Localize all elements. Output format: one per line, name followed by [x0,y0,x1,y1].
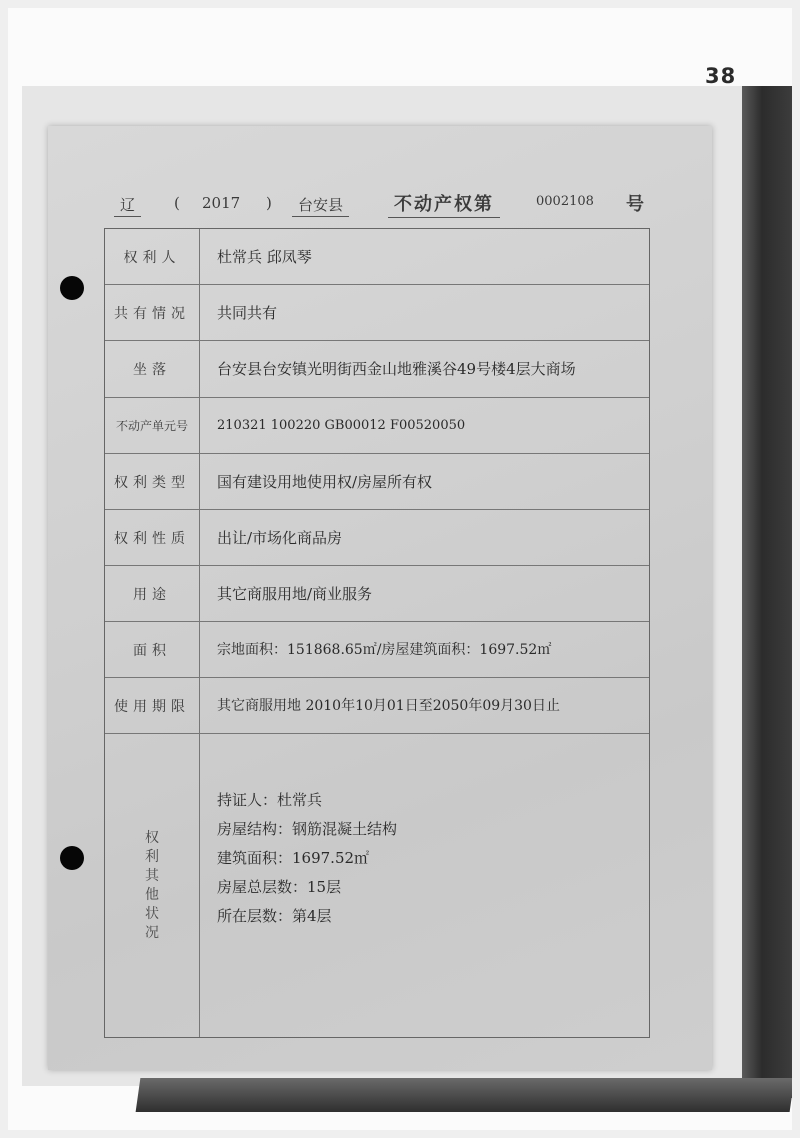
punch-hole-top [60,276,84,300]
header-year: 2017 [202,194,241,212]
certificate-header [98,188,678,218]
header-open-paren: ( [174,194,180,212]
certificate-sheet [48,126,712,1070]
row-label: 不动产单元号 [105,398,200,453]
other-line: 房屋结构：钢筋混凝土结构 [217,820,398,838]
row-label: 权利性质 [105,510,200,565]
row-label: 使用期限 [105,678,200,733]
row-label: 共有情况 [105,285,200,340]
row-value: 210321 100220 GB00012 F00520050 [217,417,466,433]
row-value: 国有建设用地使用权/房屋所有权 [217,472,433,491]
row-value: 出让/市场化商品房 [217,528,343,547]
table-row [105,454,649,510]
header-province: 辽 [114,194,141,217]
table-row [105,285,649,341]
table-row [105,622,649,678]
label-char: 其 [145,867,159,884]
row-value: 宗地面积：151868.65㎡/房屋建筑面积：1697.52㎡ [217,641,552,658]
table-row [105,398,649,454]
photocopy-shadow-right [742,86,792,1098]
header-close-paren: ) [266,194,272,212]
label-char: 况 [145,924,159,941]
punch-hole-bottom [60,846,84,870]
other-line: 建筑面积：1697.52㎡ [217,849,370,867]
certificate-table [104,228,650,1038]
label-char: 状 [145,905,159,922]
other-conditions-row [105,734,649,1037]
table-row [105,678,649,734]
row-label: 用途 [105,566,200,621]
other-line: 房屋总层数：15层 [217,878,342,896]
other-conditions-text [217,786,397,931]
table-row [105,341,649,398]
header-cert-number: 0002108 [536,194,594,209]
page-number: 38 [705,64,737,88]
scanned-page [8,8,792,1130]
header-title: 不动产权第 [388,190,500,218]
label-char: 他 [145,886,159,903]
row-label: 面积 [105,622,200,677]
table-row [105,229,649,285]
row-value: 其它商服用地 2010年10月01日至2050年09月30日止 [217,697,560,714]
label-char: 权 [145,829,159,846]
row-label: 坐落 [105,341,200,397]
row-value: 其它商服用地/商业服务 [217,584,373,603]
table-row [105,510,649,566]
table-row [105,566,649,622]
other-line: 持证人：杜常兵 [217,791,323,809]
photocopy-shadow-bottom [136,1078,792,1112]
header-county: 台安县 [292,194,349,217]
row-label: 权利类型 [105,454,200,509]
other-conditions-label [105,734,200,1037]
row-value: 共同共有 [217,303,278,322]
row-label: 权利人 [105,229,200,284]
row-value: 台安县台安镇光明街西金山地雅溪谷49号楼4层大商场 [217,360,576,378]
label-char: 利 [145,848,159,865]
header-suffix: 号 [626,194,646,215]
row-value: 杜常兵 邱凤琴 [217,247,312,266]
other-line: 所在层数：第4层 [217,907,332,925]
